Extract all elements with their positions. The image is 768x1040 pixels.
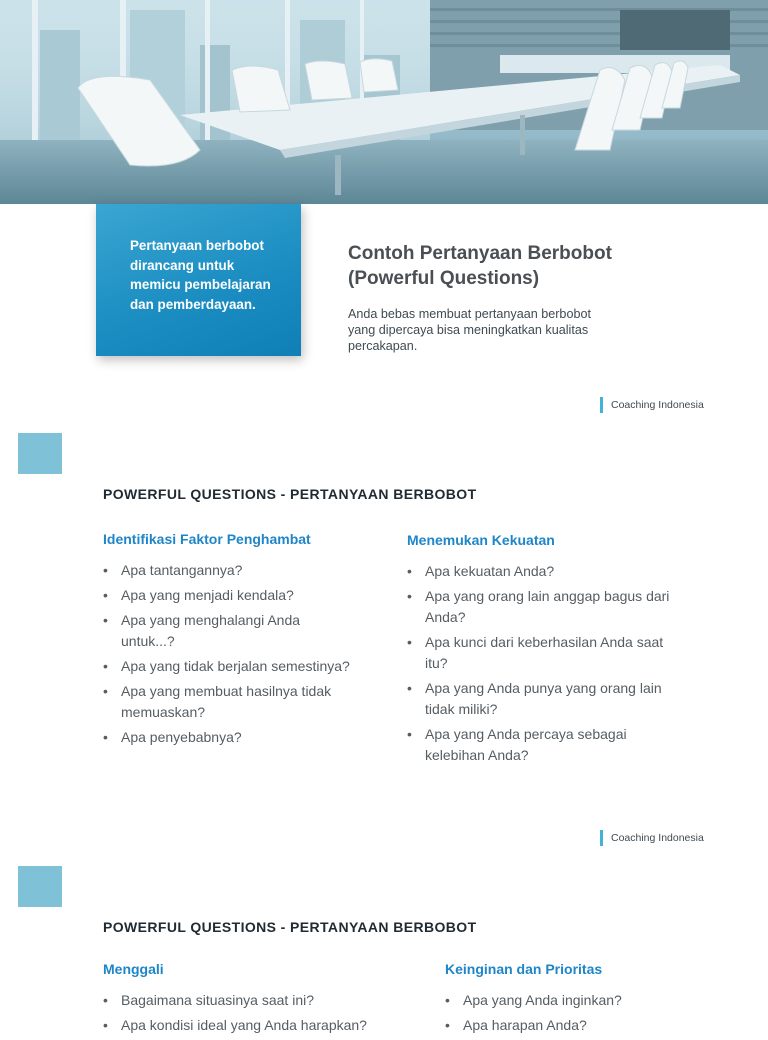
list-item: • Apa yang orang lain anggap bagus dari Anda?: [407, 586, 675, 628]
question-list: [445, 990, 695, 1040]
question-list: [407, 561, 675, 770]
question-list: [103, 560, 353, 752]
question-list: [103, 990, 423, 1040]
column-heading: Identifikasi Faktor Penghambat: [103, 531, 311, 547]
column-heading: Menemukan Kekuatan: [407, 532, 555, 548]
section-marker: [18, 866, 62, 907]
intro-description: Anda bebas membuat pertanyaan berbobot yang dipercaya bisa meningkatkan kualitas percakapan.: [348, 307, 591, 353]
section-marker: [18, 433, 62, 474]
hero-photo: [0, 0, 768, 204]
brand-bar: [600, 830, 603, 846]
list-item: • Apa tantangannya?: [103, 560, 353, 581]
intro-callout: [96, 204, 301, 356]
list-item: • Bagaimana situasinya saat ini?: [103, 990, 423, 1011]
list-item: • Apa kondisi ideal yang Anda harapkan?: [103, 1015, 423, 1036]
brand-label: Coaching Indonesia: [611, 832, 704, 844]
brand-label: Coaching Indonesia: [611, 399, 704, 411]
list-item: • Apa yang Anda inginkan?: [445, 990, 695, 1011]
column-heading: Keinginan dan Prioritas: [445, 961, 603, 977]
list-item: • Apa harapan Anda?: [445, 1015, 695, 1036]
column-heading: Menggali: [103, 961, 164, 977]
brand-footer: [600, 830, 704, 846]
list-item: • Apa penyebabnya?: [103, 727, 353, 748]
brand-bar: [600, 397, 603, 413]
list-item: • Apa yang tidak berjalan semestinya?: [103, 656, 353, 677]
list-item: • Apa yang Anda punya yang orang lain tidak miliki?: [407, 678, 675, 720]
list-item: • Apa yang menjadi kendala?: [103, 585, 353, 606]
page-title: Contoh Pertanyaan Berbobot (Powerful Questions): [348, 243, 612, 289]
list-item: • Apa yang menghalangi Anda untuk...?: [103, 610, 353, 652]
section-title: POWERFUL QUESTIONS - PERTANYAAN BERBOBOT: [103, 919, 477, 935]
list-item: • Apa yang membuat hasilnya tidak memuaskan?: [103, 681, 353, 723]
list-item: • Apa kekuatan Anda?: [407, 561, 675, 582]
conference-room-illustration: [0, 0, 768, 204]
intro-callout-text: Pertanyaan berbobot dirancang untuk memicu pembelajaran dan pemberdayaan.: [130, 238, 271, 312]
section-title: POWERFUL QUESTIONS - PERTANYAAN BERBOBOT: [103, 486, 477, 502]
list-item: • Apa yang Anda percaya sebagai kelebihan Anda?: [407, 724, 675, 766]
list-item: • Apa kunci dari keberhasilan Anda saat itu?: [407, 632, 675, 674]
brand-footer: [600, 397, 704, 413]
